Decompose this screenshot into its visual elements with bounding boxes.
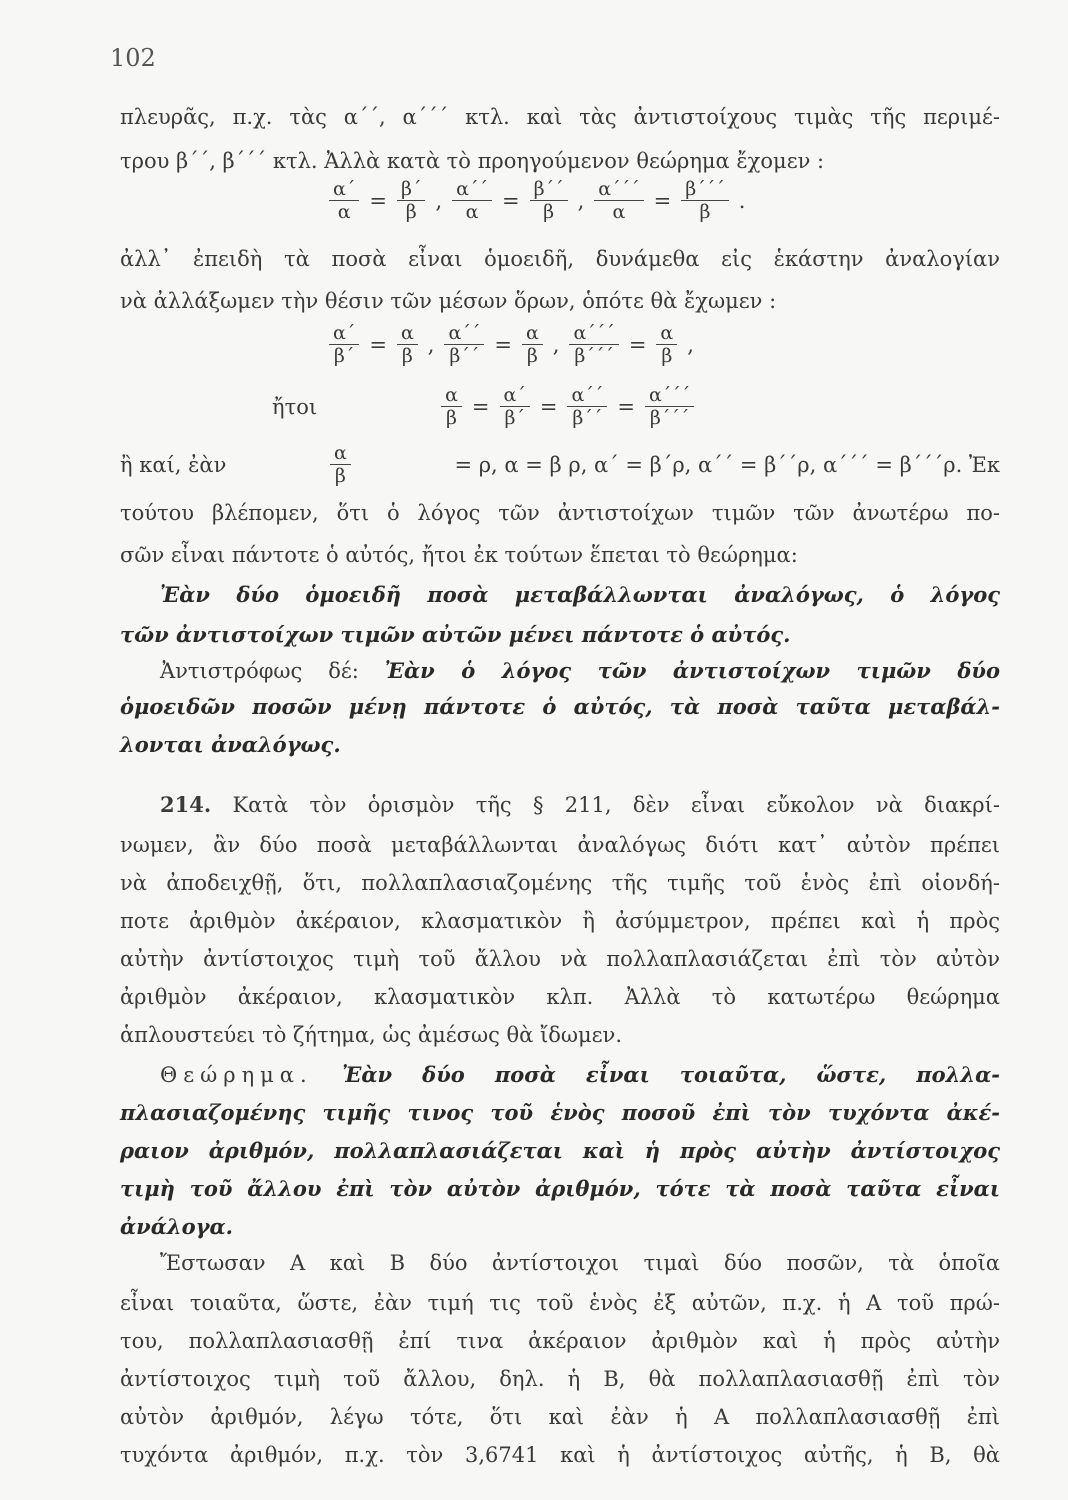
equation-ratio-chain: ἤτοι $\frac{\alpha}{\beta}$ = $\frac{\alpha΄}{\beta΄}$ = $\frac{\alpha΄΄}{\beta΄΄}$ = $\frac{\alpha΄΄΄}{\beta΄΄΄}$ xyxy=(272,384,698,429)
theorem-statement: Ἐὰν δύο ὁμοειδῆ ποσὰ μεταβάλλωνται ἀναλόγως, ὁ λόγος xyxy=(160,582,1000,607)
theorem-statement: πλασιαζομένης τιμῆς τινος τοῦ ἑνὸς ποσοῦ ἐπὶ τὸν τυχόντα ἀκέ- xyxy=(120,1100,1000,1125)
equation-proportions: $\frac{\alpha΄}{\alpha}$ = $\frac{\beta΄}{\beta}$ , $\frac{\alpha΄΄}{\alpha}$ = $\frac{\beta΄΄}{\beta}$ , $\frac{\alpha΄΄΄}{\alpha}$ = $\frac{\beta΄΄΄}{\beta}$ . xyxy=(325,178,751,223)
theorem-statement: τῶν ἀντιστοίχων τιμῶν αὐτῶν μένει πάντοτε ὁ αὐτός. xyxy=(120,622,791,647)
text-line: σῶν εἶναι πάντοτε ὁ αὐτός, ἤτοι ἐκ τούτων ἕπεται τὸ θεώρημα: xyxy=(120,543,798,567)
text-line: αὐτὴν ἀντίστοιχος τιμὴ τοῦ ἄλλου νὰ πολλαπλασιάζεται ἐπὶ τὸν αὐτὸν xyxy=(120,947,1000,971)
equation-alternated: $\frac{\alpha΄}{\beta΄}$ = $\frac{\alpha}{\beta}$ , $\frac{\alpha΄΄}{\beta΄΄}$ = $\frac{\alpha}{\beta}$ , $\frac{\alpha΄΄΄}{\beta΄΄΄}$ = $\frac{\alpha}{\beta}$ , xyxy=(325,322,700,367)
theorem-statement: ραιον ἀριθμόν, πολλαπλασιάζεται καὶ ἡ πρὸς αὐτὴν ἀντίστοιχος xyxy=(120,1138,1000,1163)
text-line: νὰ ἀποδειχθῇ, ὅτι, πολλαπλασιαζομένης τῆς τιμῆς τοῦ ἑνὸς ἐπὶ οἱονδή- xyxy=(120,871,1000,895)
converse-line: λονται ἀναλόγως. xyxy=(120,732,341,757)
section-214-line: 214. Κατὰ τὸν ὁρισμὸν τῆς § 211, δὲν εἶναι εὔκολον νὰ διακρί- xyxy=(160,792,1000,817)
text-line: εἶναι τοιαῦτα, ὥστε, ἐὰν τιμή τις τοῦ ἑνὸς ἐξ αὐτῶν, π.χ. ἡ Α τοῦ πρώ- xyxy=(120,1291,1000,1315)
text-line: πλευρᾶς, π.χ. τὰς α΄΄, α΄΄΄ κτλ. καὶ τὰς ἀντιστοίχους τιμὰς τῆς περιμέ- xyxy=(120,105,1000,129)
theorem-heading-line: Θεώρημα. Ἐὰν δύο ποσὰ εἶναι τοιαῦτα, ὥστε, πολλα- xyxy=(160,1062,1000,1087)
text-line: τυχόντα ἀριθμόν, π.χ. τὸν 3,6741 καὶ ἡ ἀντίστοιχος αὐτῆς, ἡ Β, θὰ xyxy=(120,1443,1000,1467)
text-line: αὐτὸν ἀριθμόν, λέγω τότε, ὅτι καὶ ἐὰν ἡ Α πολλαπλασιασθῇ ἐπὶ xyxy=(120,1405,1000,1429)
text-line: του, πολλαπλασιασθῇ ἐπί τινα ἀκέραιον ἀριθμὸν καὶ ἡ πρὸς αὐτὴν xyxy=(120,1329,1000,1353)
text-line: τρου β΄΄, β΄΄΄ κτλ. Ἀλλὰ κατὰ τὸ προηγούμενον θεώρημα ἔχομεν : xyxy=(120,149,825,173)
text-line: τούτου βλέπομεν, ὅτι ὁ λόγος τῶν ἀντιστοίχων τιμῶν τῶν ἀνωτέρω πο- xyxy=(120,501,1000,525)
converse-line: ὁμοειδῶν ποσῶν μένῃ πάντοτε ὁ αὐτός, τὰ ποσὰ ταῦτα μεταβάλ- xyxy=(120,694,1000,719)
text-line: νωμεν, ἂν δύο ποσὰ μεταβάλλωνται ἀναλόγως διότι κατ᾽ αὐτὸν πρέπει xyxy=(120,833,1000,857)
converse-line: Ἀντιστρόφως δέ: Ἐὰν ὁ λόγος τῶν ἀντιστοίχων τιμῶν δύο xyxy=(160,658,1000,683)
text-line: νὰ ἀλλάξωμεν τὴν θέσιν τῶν μέσων ὅρων, ὁπότε θὰ ἔχωμεν : xyxy=(120,289,777,313)
text-line: ἀλλ᾽ ἐπειδὴ τὰ ποσὰ εἶναι ὁμοειδῆ, δυνάμεθα εἰς ἑκάστην ἀναλογίαν xyxy=(120,247,1000,271)
text-line: ἀντίστοιχος τιμὴ τοῦ ἄλλου, δηλ. ἡ Β, θὰ πολλαπλασιασθῇ ἐπὶ τὸν xyxy=(120,1367,1000,1391)
theorem-statement: ἀνάλογα. xyxy=(120,1214,233,1239)
page-number: 102 xyxy=(110,44,156,72)
text-line: ἀριθμὸν ἀκέραιον, κλασματικὸν κλπ. Ἀλλὰ τὸ κατωτέρω θεώρημα xyxy=(120,985,1000,1009)
text-line: ἁπλουστεύει τὸ ζήτημα, ὡς ἀμέσως θὰ ἴδωμεν. xyxy=(120,1023,623,1047)
theorem-statement: τιμὴ τοῦ ἄλλου ἐπὶ τὸν αὐτὸν ἀριθμόν, τότε τὰ ποσὰ ταῦτα εἶναι xyxy=(120,1176,1000,1201)
theorem-heading: Θεώρημα. xyxy=(160,1063,313,1087)
text-line: Ἔστωσαν Α καὶ Β δύο ἀντίστοιχοι τιμαὶ δύο ποσῶν, τὰ ὁποῖα xyxy=(160,1251,1000,1275)
section-number: 214. xyxy=(160,792,212,817)
text-line: ποτε ἀριθμὸν ἀκέραιον, κλασματικὸν ἢ ἀσύμμετρον, πρέπει καὶ ἡ πρὸς xyxy=(120,909,1000,933)
equation-rho: ἢ καί, ἐὰν $\frac{\alpha}{\beta}$ = ρ, α = β ρ, α΄ = β΄ρ, α΄΄ = β΄΄ρ, α΄΄΄ = β΄΄΄ρ. Ἐκ xyxy=(120,442,1000,487)
